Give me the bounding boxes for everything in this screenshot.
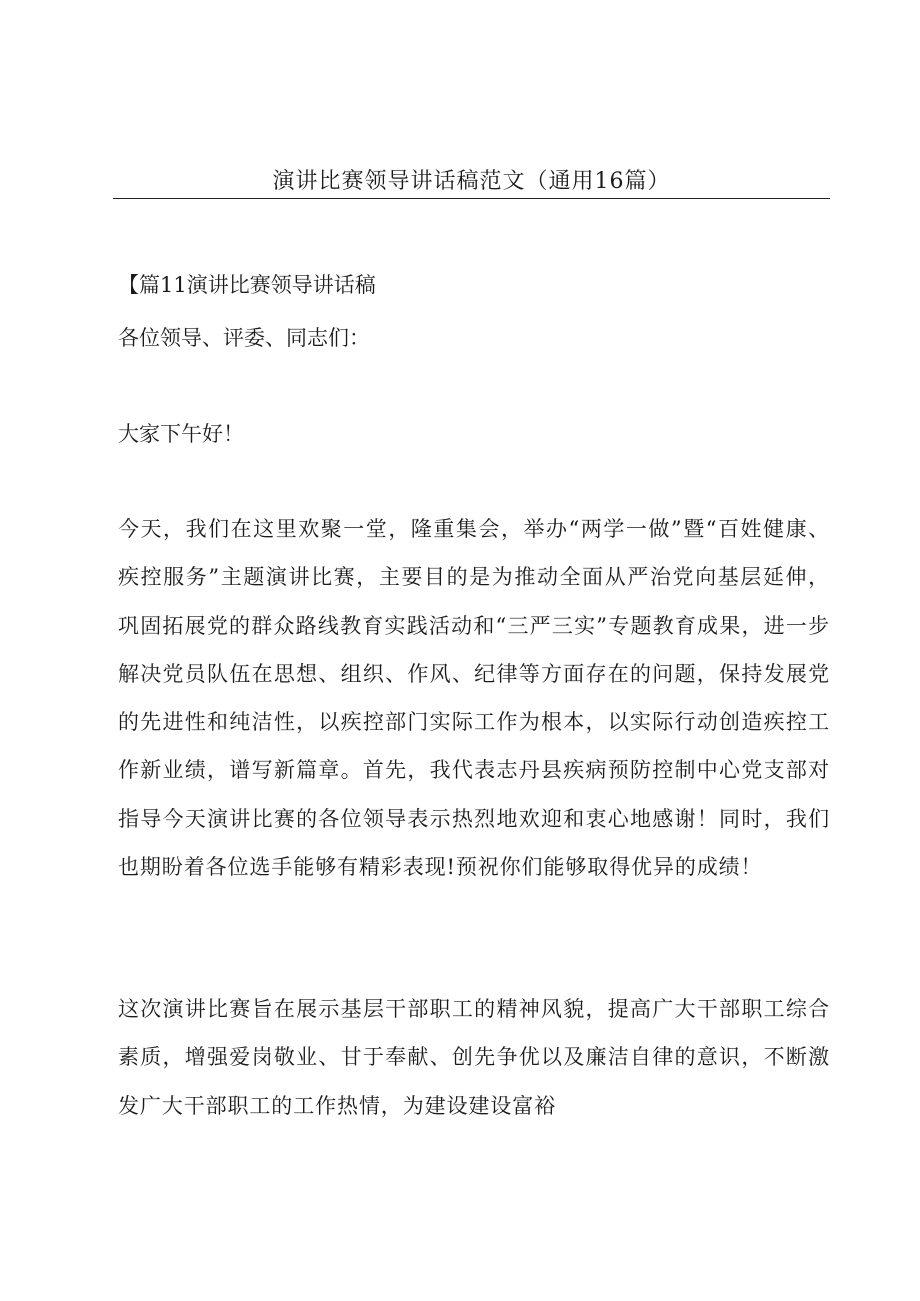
section-heading: 【篇11演讲比赛领导讲话稿 <box>118 273 376 297</box>
body-paragraph-2: 这次演讲比赛旨在展示基层干部职工的精神风貌，提高广大干部职工综合素质，增强爱岗敬业、甘于奉献、创先争优以及廉洁自律的意识，不断激发广大干部职工的工作热情，为建设建设富裕 <box>118 997 830 1118</box>
body-paragraph-1: 今天，我们在这里欢聚一堂，隆重集会，举办“两学一做”暨“百姓健康、疾控服务”主题演讲比赛，主要目的是为推动全面从严治党向基层延伸，巩固拓展党的群众路线教育实践活动和“三严三实”专题教育成果，进一步解决党员队伍在思想、组织、作风、纪律等方面存在的问题，保持发展党的先进性和纯洁性，以疾控部门实际工作为根本，以实际行动创造疾控工作新业绩，谱写新篇章。首先，我代表志丹县疾病预防控制中心党支部对指导今天演讲比赛的各位领导表示热烈地欢迎和衷心地感谢！同时，我们也期盼着各位选手能够有精彩表现!预祝你们能够取得优异的成绩！ <box>118 517 830 880</box>
title-underline <box>113 198 830 199</box>
document-title: 演讲比赛领导讲话稿范文（通用16篇） <box>272 169 671 194</box>
greeting: 大家下午好！ <box>118 422 244 446</box>
salutation: 各位领导、评委、同志们： <box>118 326 370 350</box>
